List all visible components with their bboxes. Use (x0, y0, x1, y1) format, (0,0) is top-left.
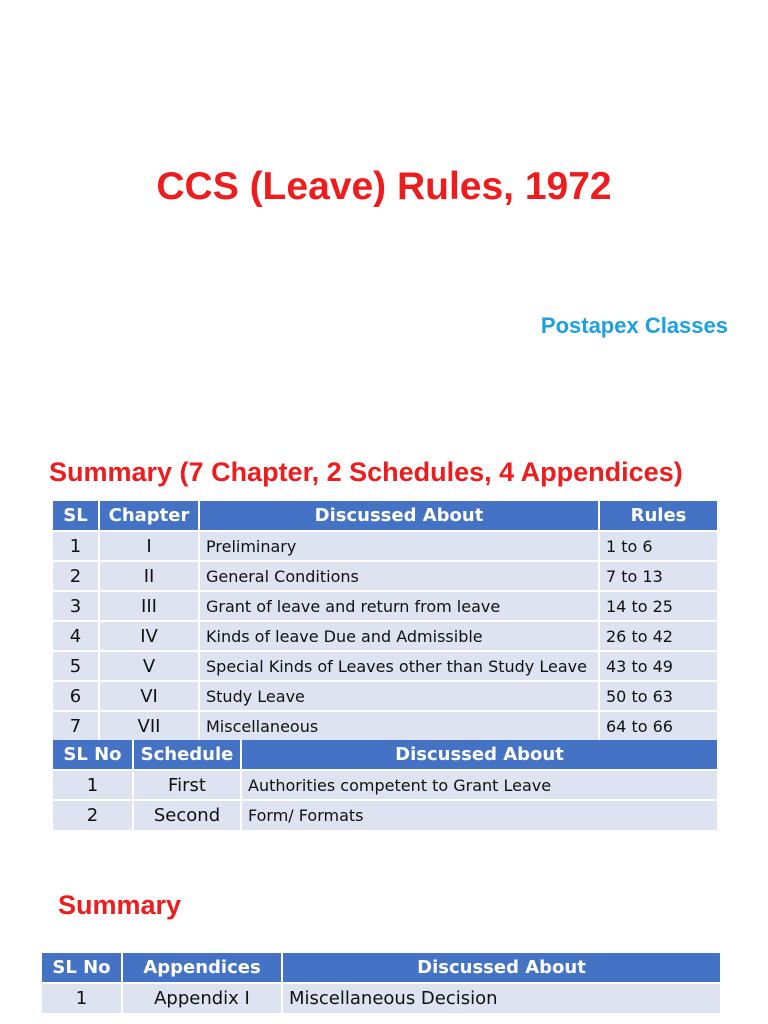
column-header: Schedule (133, 740, 241, 770)
table-row (42, 983, 720, 1013)
table-cell: 43 to 49 (599, 651, 717, 681)
table-row (53, 711, 717, 741)
table-cell: 6 (53, 681, 99, 711)
table-cell: General Conditions (199, 561, 599, 591)
table-cell: 14 to 25 (599, 591, 717, 621)
table-cell: Miscellaneous Decision (282, 983, 720, 1013)
table-header-row (53, 740, 717, 770)
table-header-row (42, 953, 720, 983)
table-cell: 2 (53, 800, 133, 830)
table-row (53, 591, 717, 621)
column-header: Discussed About (199, 501, 599, 531)
table-cell: Second (133, 800, 241, 830)
table-cell: Preliminary (199, 531, 599, 561)
table-cell: IV (99, 621, 199, 651)
table-row (53, 770, 717, 800)
column-header: Discussed About (282, 953, 720, 983)
table-cell: Kinds of leave Due and Admissible (199, 621, 599, 651)
column-header: Rules (599, 501, 717, 531)
summary-heading: Summary (7 Chapter, 2 Schedules, 4 Appendices) (49, 457, 683, 487)
table-cell: 5 (53, 651, 99, 681)
summary-heading-2: Summary (58, 890, 182, 920)
table-header-row (53, 501, 717, 531)
table-cell: V (99, 651, 199, 681)
column-header: SL No (42, 953, 122, 983)
column-header: SL (53, 501, 99, 531)
table-cell: 7 (53, 711, 99, 741)
table-row (53, 621, 717, 651)
table-cell: First (133, 770, 241, 800)
table-cell: VII (99, 711, 199, 741)
table-cell: 7 to 13 (599, 561, 717, 591)
column-header: Appendices (122, 953, 282, 983)
table-cell: Grant of leave and return from leave (199, 591, 599, 621)
table-cell: 1 to 6 (599, 531, 717, 561)
table-cell: 50 to 63 (599, 681, 717, 711)
chapters-table (53, 501, 717, 741)
table-cell: II (99, 561, 199, 591)
schedules-table (53, 740, 717, 830)
table-cell: 1 (53, 531, 99, 561)
table-cell: VI (99, 681, 199, 711)
table-cell: Form/ Formats (241, 800, 717, 830)
table-cell: 4 (53, 621, 99, 651)
table-cell: Authorities competent to Grant Leave (241, 770, 717, 800)
table-row (53, 561, 717, 591)
table-row (53, 651, 717, 681)
table-row (53, 800, 717, 830)
column-header: SL No (53, 740, 133, 770)
table-cell: 1 (53, 770, 133, 800)
page-title: CCS (Leave) Rules, 1972 (156, 165, 612, 208)
table-row (53, 681, 717, 711)
table-cell: Special Kinds of Leaves other than Study Leave (199, 651, 599, 681)
column-header: Discussed About (241, 740, 717, 770)
table-cell: 2 (53, 561, 99, 591)
table-cell: Appendix I (122, 983, 282, 1013)
author-label: Postapex Classes (540, 313, 728, 338)
table-cell: 26 to 42 (599, 621, 717, 651)
table-row (53, 531, 717, 561)
table-cell: 1 (42, 983, 122, 1013)
table-cell: Miscellaneous (199, 711, 599, 741)
column-header: Chapter (99, 501, 199, 531)
table-cell: 3 (53, 591, 99, 621)
table-cell: Study Leave (199, 681, 599, 711)
table-cell: 64 to 66 (599, 711, 717, 741)
table-cell: I (99, 531, 199, 561)
table-cell: III (99, 591, 199, 621)
appendices-table (42, 953, 720, 1013)
